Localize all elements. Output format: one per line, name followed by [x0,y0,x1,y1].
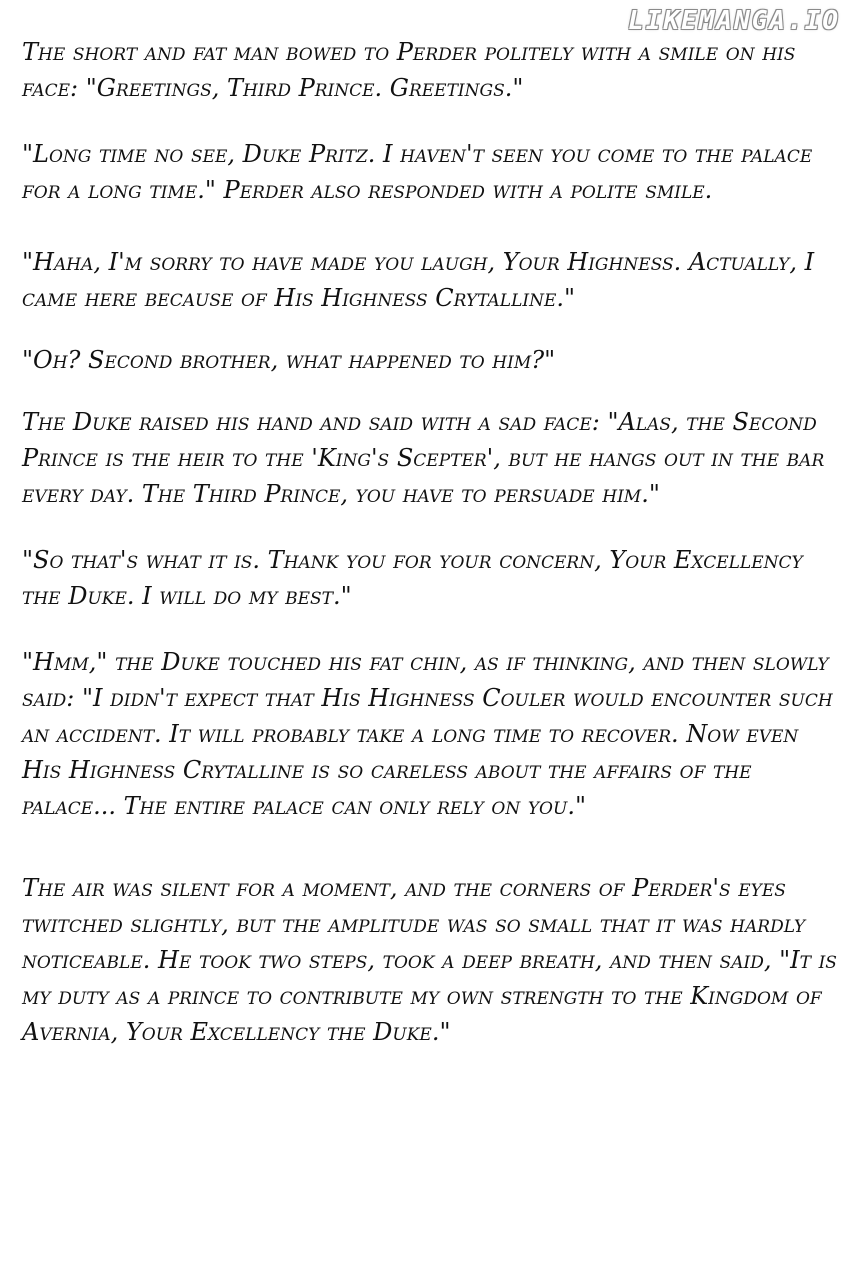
paragraph-duke-alas: The Duke raised his hand and said with a sad face: "Alas, the Second Prince is the heir to the 'King's Scepter', but he hangs out in the bar every day. The Third Prince, you have to persuade him." [22,408,825,508]
paragraph-hmm: "Hmm," the Duke touched his fat chin, as if thinking, and then slowly said: "I didn't expect that His Highness Couler would encounter such an accident. It will probably take a long time to recover. Now even His Highness Crytalline is so careless about the affairs of the palace... The entire palace can only rely on you." [22,648,833,820]
paragraph-greeting: The short and fat man bowed to Perder politely with a smile on his face: "Greetings, Third Prince. Greetings." [22,38,796,102]
paragraph-long-time: "Long time no see, Duke Pritz. I haven't seen you come to the palace for a long time." Perder also responded with a polite smile. [22,140,813,204]
paragraph-thank-you: "So that's what it is. Thank you for your concern, Your Excellency the Duke. I will do my best." [22,546,803,610]
paragraph-air-silent: The air was silent for a moment, and the corners of Perder's eyes twitched slightly, but the amplitude was so small that it was hardly noticeable. He took two steps, took a deep breath, and then said, "It is my duty as a prince to contribute my own strength to the Kingdom of Avernia, Your Excellency the Duke." [22,874,837,1046]
watermark-logo: LIKEMANGA.IO [628,6,840,36]
paragraph-second-brother: "Oh? Second brother, what happened to him?" [22,346,556,374]
story-text [22,34,838,1050]
paragraph-haha: "Haha, I'm sorry to have made you laugh, Your Highness. Actually, I came here because of His Highness Crytalline." [22,248,815,312]
